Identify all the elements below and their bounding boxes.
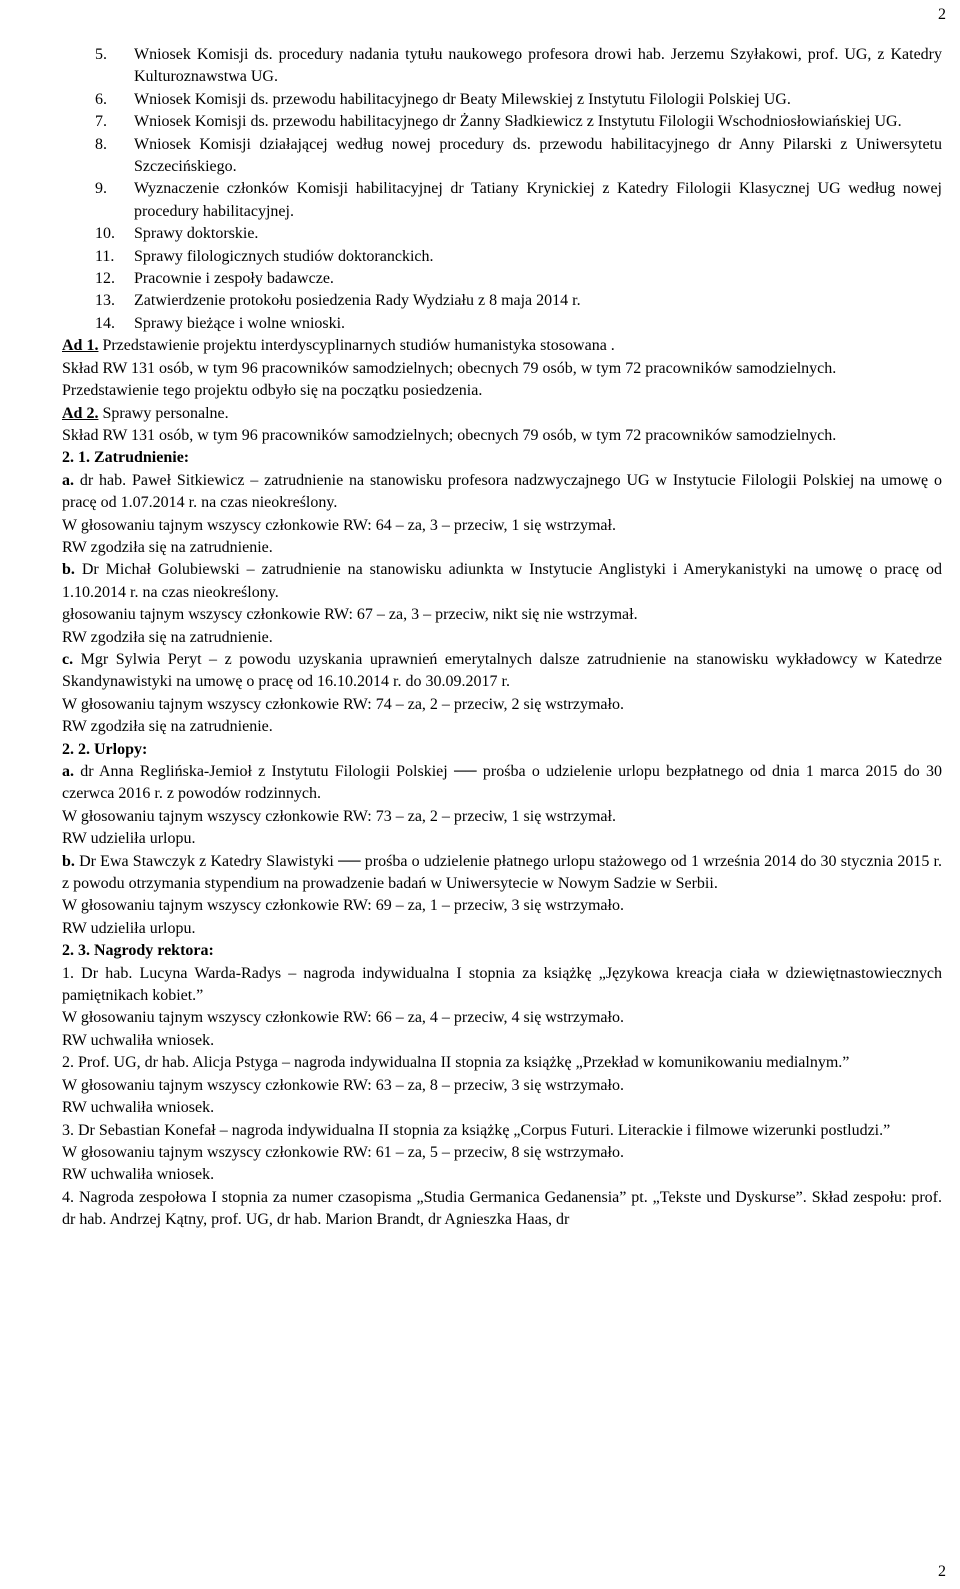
ad2-heading: Ad 2. Sprawy personalne.	[62, 404, 229, 422]
zatrudnienie-b: b. Dr Michał Golubiewski – zatrudnienie na stanowisku adiunkta w Instytucie Anglistyki i Amerykanistyki na umowę o pracę od 1.10.2014 r. na czas nieokreślony.	[62, 561, 942, 601]
agenda-item: 7. Wniosek Komisji ds. przewodu habilitacyjnego dr Żanny Sładkiewicz z Instytutu Filologii Wschodniosłowiańskiej UG.	[95, 113, 902, 131]
section-nagrody-heading: 2. 3. Nagrody rektora:	[62, 942, 214, 960]
zatrudnienie-b-result: RW zgodziła się na zatrudnienie.	[62, 628, 273, 646]
zatrudnienie-a-vote: W głosowaniu tajnym wszyscy członkowie RW: 64 – za, 3 – przeciw, 1 się wstrzymał.	[62, 516, 616, 534]
zatrudnienie-a: a. dr hab. Paweł Sitkiewicz – zatrudnienie na stanowisku profesora nadzwyczajnego UG w Instytucie Filologii Polskiej na umowę o pracę od 1.07.2014 r. na czas nieokreślony.	[62, 471, 942, 512]
nagroda-3-vote: W głosowaniu tajnym wszyscy członkowie RW: 61 – za, 5 – przeciw, 8 się wstrzymało.	[62, 1143, 624, 1161]
agenda-item: 14. Sprawy bieżące i wolne wnioski.	[95, 314, 346, 332]
page-number-bottom: 2	[938, 1563, 946, 1580]
urlopy-a-result: RW udzieliła urlopu.	[62, 830, 196, 848]
nagroda-2-vote: W głosowaniu tajnym wszyscy członkowie RW: 63 – za, 8 – przeciw, 3 się wstrzymało.	[62, 1076, 624, 1094]
zatrudnienie-a-result: RW zgodziła się na zatrudnienie.	[62, 538, 273, 556]
nagroda-3-result: RW uchwaliła wniosek.	[62, 1166, 215, 1184]
urlopy-a: a. dr Anna Reglińska-Jemioł z Instytutu Filologii Polskiej ── prośba o udzielenie urlopu bezpłatnego od dnia 1 marca 2015 do 30 czerwca 2016 r. z powodów rodzinnych.	[62, 763, 942, 803]
ad1-sklad: Skład RW 131 osób, w tym 96 pracowników samodzielnych; obecnych 79 osób, w tym 72 pracowników samodzielnych.	[62, 359, 837, 377]
zatrudnienie-c: c. Mgr Sylwia Peryt – z powodu uzyskania uprawnień emerytalnych dalsze zatrudnienie na stanowisku wykładowcy w Katedrze Skandynawistyki na umowę o pracę od 16.10.2014 r. do 30.09.2017 r.	[62, 650, 942, 691]
agenda-item: 5. Wniosek Komisji ds. procedury nadania tytułu naukowego profesora drowi hab. Jerzemu Szyłakowi, prof. UG, z Katedry Kulturoznawstwa UG.	[95, 46, 942, 86]
agenda-item: 8. Wniosek Komisji działającej według nowej procedury ds. przewodu habilitacyjnego dr Anny Pilarski z Uniwersytetu Szczecińskiego.	[95, 135, 942, 176]
ad1-note: Przedstawienie tego projektu odbyło się na początku posiedzenia.	[62, 382, 483, 400]
nagroda-1-result: RW uchwaliła wniosek.	[62, 1031, 215, 1049]
agenda-item: 10. Sprawy doktorskie.	[95, 225, 259, 243]
agenda-item: 13. Zatwierdzenie protokołu posiedzenia Rady Wydziału z 8 maja 2014 r.	[95, 292, 581, 310]
agenda-item: 6. Wniosek Komisji ds. przewodu habilitacyjnego dr Beaty Milewskiej z Instytutu Filologii Polskiej UG.	[95, 90, 791, 108]
page-number-top: 2	[938, 6, 946, 23]
nagroda-1-vote: W głosowaniu tajnym wszyscy członkowie RW: 66 – za, 4 – przeciw, 4 się wstrzymało.	[62, 1009, 624, 1027]
nagroda-2: 2. Prof. UG, dr hab. Alicja Pstyga – nagroda indywidualna II stopnia za książkę „Przekład w komunikowaniu medialnym.”	[62, 1054, 850, 1072]
urlopy-a-vote: W głosowaniu tajnym wszyscy członkowie RW: 73 – za, 2 – przeciw, 1 się wstrzymał.	[62, 807, 616, 825]
urlopy-b-result: RW udzieliła urlopu.	[62, 919, 196, 937]
agenda-item: 9. Wyznaczenie członków Komisji habilitacyjnej dr Tatiany Krynickiej z Katedry Filologii Klasycznej UG według nowej procedury habilitacyjnej.	[95, 180, 942, 220]
urlopy-b: b. Dr Ewa Stawczyk z Katedry Slawistyki ── prośba o udzielenie płatnego urlopu stażowego od 1 września 2014 do 30 stycznia 2015 r. z powodu otrzymania stypendium na prowadzenie badań w Uniwersytecie w Nowym Sadzie w Serbii.	[62, 852, 942, 893]
urlopy-b-vote: W głosowaniu tajnym wszyscy członkowie RW: 69 – za, 1 – przeciw, 3 się wstrzymało.	[62, 897, 624, 915]
ad1-heading: Ad 1. Przedstawienie projektu interdyscyplinarnych studiów humanistyka stosowana .	[62, 337, 615, 355]
nagroda-4: 4. Nagroda zespołowa I stopnia za numer czasopisma „Studia Germanica Gedanensia” pt. „Tekste und Dyskurse”. Skład zespołu: prof. dr hab. Andrzej Kątny, prof. UG, dr hab. Marion Brandt, dr Agnieszka Haas, dr	[62, 1188, 942, 1229]
zatrudnienie-c-vote: W głosowaniu tajnym wszyscy członkowie RW: 74 – za, 2 – przeciw, 2 się wstrzymało.	[62, 695, 624, 713]
document-body	[62, 44, 942, 1232]
nagroda-2-result: RW uchwaliła wniosek.	[62, 1099, 215, 1117]
agenda-list	[62, 44, 942, 335]
agenda-item: 12. Pracownie i zespoły badawcze.	[95, 270, 334, 288]
section-zatrudnienie-heading: 2. 1. Zatrudnienie:	[62, 449, 190, 467]
ad2-sklad: Skład RW 131 osób, w tym 96 pracowników samodzielnych; obecnych 79 osób, w tym 72 pracowników samodzielnych.	[62, 426, 837, 444]
zatrudnienie-b-vote: głosowaniu tajnym wszyscy członkowie RW: 67 – za, 3 – przeciw, nikt się nie wstrzymał.	[62, 606, 638, 624]
nagroda-3: 3. Dr Sebastian Konefał – nagroda indywidualna II stopnia za książkę „Corpus Futuri. Literackie i filmowe wizerunki postludzi.”	[62, 1121, 891, 1139]
section-urlopy-heading: 2. 2. Urlopy:	[62, 740, 148, 758]
agenda-item: 11. Sprawy filologicznych studiów doktoranckich.	[95, 247, 434, 265]
nagroda-1: 1. Dr hab. Lucyna Warda-Radys – nagroda indywidualna I stopnia za książkę „Językowa kreacja ciała w dziewiętnastowiecznych pamiętnikach kobiet.”	[62, 964, 942, 1005]
zatrudnienie-c-result: RW zgodziła się na zatrudnienie.	[62, 718, 273, 736]
